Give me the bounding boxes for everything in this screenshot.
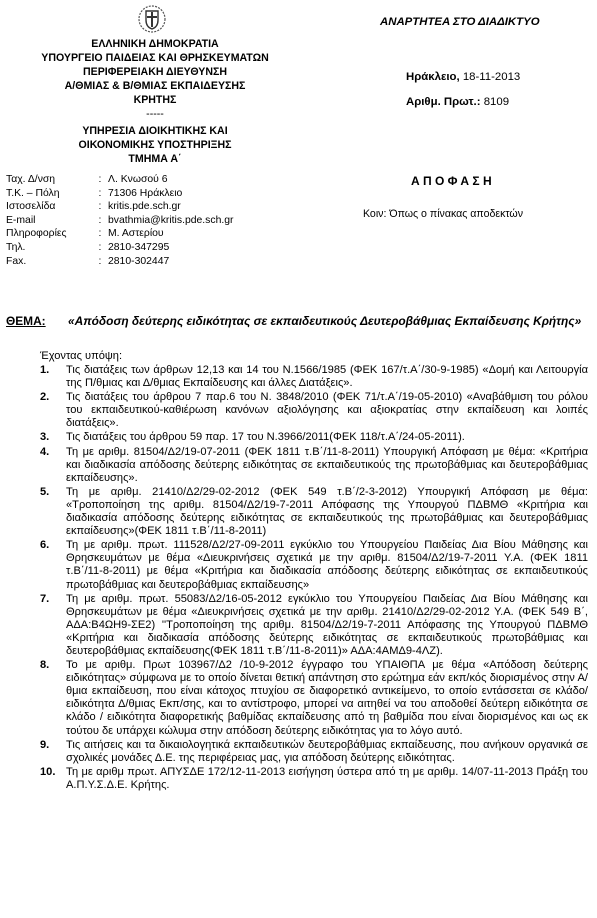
list-item: [8, 486, 588, 538]
subject-line: [6, 314, 592, 329]
item-number: 3.: [40, 431, 50, 444]
contact-colon: :: [98, 241, 102, 253]
greek-coat-of-arms-icon: [137, 3, 167, 33]
item-text: Τη με αριθμ. 21410/Δ2/29-02-2012 (ΦΕΚ 549 τ.Β΄/2-3-2012) Υπουργική Απόφαση με θέμα: «Τροποποίηση της αριθμ. 81504/Δ2/19-7-2011 Απόφασης της Υπουργού ΠΔΒΜΘ «Κριτήρια και διαδικασία απόδοσης δεύτερης ειδικότητας σε εκπαιδευτικούς της πρωτοβάθμιας και δευτεροβάθμιας εκπαίδευσης»(ΦΕΚ 1811 τ.Β΄/11-8-2011): [66, 485, 588, 538]
contact-row: [6, 200, 296, 214]
contact-colon: :: [98, 228, 102, 240]
contact-row: [6, 241, 296, 255]
item-text: Τις διατάξεις του άρθρου 59 παρ. 17 του Ν.3966/2011(ΦΕΚ 118/τ.Α΄/24-05-2011).: [66, 431, 465, 444]
subject-text: «Απόδοση δεύτερης ειδικότητας σε εκπαιδευτικούς Δευτεροβάθμιας Εκπαίδευσης Κρήτης»: [68, 314, 582, 328]
contact-value: 2810-302447: [108, 255, 170, 267]
contact-colon: :: [98, 214, 102, 226]
item-text: Τις διατάξεις του άρθρου 7 παρ.6 του Ν. 3848/2010 (ΦΕΚ 71/τ.Α΄/19-05-2010) «Αναβάθμιση του ρόλου του εκπαιδευτικού-καθιέρωση κανόνων αξιολόγησης και αξιοκρατίας στην εκπαίδευση και λοιπές διατάξεις».: [66, 391, 588, 430]
header-line: ΕΛΛΗΝΙΚΗ ΔΗΜΟΚΡΑΤΙΑ: [91, 38, 219, 50]
item-number: 9.: [40, 738, 50, 751]
list-item: [8, 446, 588, 485]
posting-note: ΑΝΑΡΤΗΤΕΑ ΣΤΟ ΔΙΑΔΙΚΤΥΟ: [380, 16, 540, 28]
document-date: [406, 71, 520, 83]
decision-title: Α Π Ο Φ Α Σ Η: [411, 174, 492, 188]
contact-row: [6, 255, 296, 269]
item-text: Τη με αριθμ. πρωτ. 55083/Δ2/16-05-2012 εγκύκλιο του Υπουργείου Παιδείας Δια Βίου Μάθησης και Θρησκευμάτων με θέμα «Διευκρινήσεις σχετικά με την αριθμ. 21410/Δ2/29-02-2012 Υ.Α. (ΦΕΚ 549 Β΄, ΑΔΑ:Β4ΩΗ9-ΣΕ2) ''Τροποποίηση της αριθμ. 81504/Δ2/19-7-2011 Απόφασης της Υπουργού ΠΔΒΜΘ «Κριτήρια και διαδικασία απόδοσης δεύτερης ειδικότητας σε εκπαιδευτικούς πρωτοβάθμιας και δευτεροβάθμιας εκπαίδευσης(ΦΕΚ 1811 τ.Β΄/11-8-2011)» ΑΔΑ:4ΑΜΔ9-4ΛΖ).: [66, 592, 588, 657]
header-line: Α/ΘΜΙΑΣ & Β/ΘΜΙΑΣ ΕΚΠΑΙΔΕΥΣΗΣ: [64, 80, 246, 92]
item-text: Τη με αριθμ πρωτ. ΑΠΥΣΔΕ 172/12-11-2013 εισήγηση ύστερα από τη με αριθμ. 14/07-11-2013 Πράξη του Α.Π.Υ.Σ.Δ.Ε. Κρήτης.: [66, 765, 588, 791]
list-item: [8, 431, 588, 444]
item-text: Τις αιτήσεις και τα δικαιολογητικά εκπαιδευτικών δευτεροβάθμιας εκπαίδευσης, που ανήκουν οργανικά σε σχολικές μονάδες Δ.Ε. της περιφέρειας μας, για απόδοση δεύτερης ειδικότητας.: [66, 738, 588, 764]
item-number: 7.: [40, 592, 50, 605]
contact-label: Πληροφορίες: [6, 228, 67, 240]
header-line: ΠΕΡΙΦΕΡΕΙΑΚΗ ΔΙΕΥΘΥΝΣΗ: [82, 66, 228, 78]
contact-value: kritis.pde.sch.gr: [108, 201, 181, 213]
item-text: Τις διατάξεις των άρθρων 12,13 και 14 του Ν.1566/1985 (ΦΕΚ 167/τ.Α΄/30-9-1985) «Δομή και Λειτουργία της Π/θμιας και Δ/θμιας Εκπαίδευσης και άλλες Διατάξεις».: [66, 364, 588, 390]
header-line: ΤΜΗΜΑ Α΄: [128, 153, 182, 165]
header-line: ΟΙΚΟΝΟΜΙΚΗΣ ΥΠΟΣΤΗΡΙΞΗΣ: [78, 139, 232, 151]
recipients-note: Κοιν: Όπως ο πίνακας αποδεκτών: [363, 208, 524, 220]
header-line: -----: [146, 108, 164, 120]
contact-value: 2810-347295: [108, 241, 170, 253]
contact-label: Ιστοσελίδα: [6, 201, 56, 213]
item-number: 8.: [40, 659, 50, 672]
list-item: [8, 391, 588, 430]
considerations-intro: Έχοντας υπόψη:: [40, 350, 123, 362]
contact-colon: :: [98, 255, 102, 267]
item-number: 5.: [40, 485, 50, 498]
list-item: [8, 766, 588, 792]
contact-colon: :: [98, 187, 102, 199]
contact-value: bvathmia@kritis.pde.sch.gr: [108, 214, 234, 226]
date-label: Ηράκλειο,: [406, 71, 460, 83]
item-number: 10.: [40, 765, 56, 778]
contact-label: E-mail: [6, 214, 36, 226]
protocol-value: 8109: [483, 96, 510, 108]
contact-value: Μ. Αστερίου: [108, 228, 164, 240]
item-text: Τη με αριθμ. πρωτ. 111528/Δ2/27-09-2011 εγκύκλιο του Υπουργείου Παιδείας Δια Βίου Μάθησης και Θρησκευμάτων με θέμα «Διευκρινήσεις σχετικά με την αριθμ. 81504/Δ2/19-7-2011 Υ.Α. (ΦΕΚ 1811 τ.Β΄/11-8-2011) με θέμα «Κριτήρια και διαδικασία απόδοσης δεύτερης ειδικότητας σε εκπαιδευτικούς πρωτοβάθμιας και δευτεροβάθμιας εκπαίδευσης»: [66, 539, 588, 591]
contact-value: Λ. Κνωσού 6: [108, 174, 168, 185]
list-item: [8, 593, 588, 658]
item-number: 6.: [40, 539, 50, 552]
contact-label: Τ.Κ. – Πόλη: [6, 187, 60, 199]
header-line: ΥΠΟΥΡΓΕΙΟ ΠΑΙΔΕΙΑΣ ΚΑΙ ΘΡΗΣΚΕΥΜΑΤΩΝ: [41, 52, 269, 64]
protocol-label: Αριθμ. Πρωτ.:: [406, 96, 481, 108]
protocol-number: [406, 96, 509, 108]
item-number: 4.: [40, 445, 50, 458]
list-item: [8, 539, 588, 591]
contact-row: [6, 187, 296, 201]
list-item: [8, 739, 588, 765]
list-item: [8, 364, 588, 390]
contact-label: Fax.: [6, 255, 27, 267]
issuing-authority-header: [30, 37, 280, 166]
subject-label: ΘΕΜΑ:: [6, 314, 46, 328]
contact-info: [6, 173, 296, 268]
contact-label: Ταχ. Δ/νση: [6, 174, 56, 185]
header-line: ΚΡΗΤΗΣ: [133, 94, 177, 106]
item-number: 2.: [40, 391, 50, 404]
header-line: ΥΠΗΡΕΣΙΑ ΔΙΟΙΚΗΤΙΚΗΣ ΚΑΙ: [82, 125, 228, 137]
contact-row: [6, 173, 296, 187]
contact-colon: :: [98, 201, 102, 213]
contact-row: [6, 214, 296, 228]
item-text: Το με αριθμ. Πρωτ 103967/Δ2 /10-9-2012 έγγραφο του ΥΠΑΙΘΠΑ με θέμα «Απόδοση δεύτερης ειδικότητας» σύμφωνα με το οποίο δίνεται θετική απάντηση στο ερώτημα εάν εκπ/κός διορισμένος στην Α/θμια εκπαίδευση, που είναι κάτοχος πτυχίου σε διαφορετικό αντικείμενο, το οποίο εντάσσεται σε κλάδο/ειδικότητα Δ/θμιας Εκπ/σης, και το αντίστροφο, μπορεί να αιτηθεί να του αποδοθεί δεύτερη ειδικότητα σε κλάδο / ειδικότητα διαφορετικής βαθμίδας εκπαίδευσης από τη βαθμίδα που είναι διορισμένος και ως εκ τούτου δε υπάρχει κώλυμα στην απόδοση δεύτερης ειδικότητας για το λόγο αυτό.: [66, 659, 588, 737]
contact-value: 71306 Ηράκλειο: [108, 187, 183, 199]
item-number: 1.: [40, 364, 50, 376]
date-value: 18-11-2013: [462, 71, 521, 83]
considerations-list: [8, 350, 588, 793]
contact-row: [6, 227, 296, 241]
item-text: Τη με αριθμ. 81504/Δ2/19-07-2011 (ΦΕΚ 1811 τ.Β΄/11-8-2011) Υπουργική Απόφαση με θέμα: «Κριτήρια και διαδικασία απόδοσης δεύτερης ειδικότητας σε εκπαιδευτικούς της πρωτοβάθμιας και δευτεροβάθμιας εκπαίδευσης».: [66, 445, 588, 484]
contact-label: Τηλ.: [6, 241, 26, 253]
list-item: [8, 659, 588, 738]
contact-colon: :: [98, 174, 102, 185]
